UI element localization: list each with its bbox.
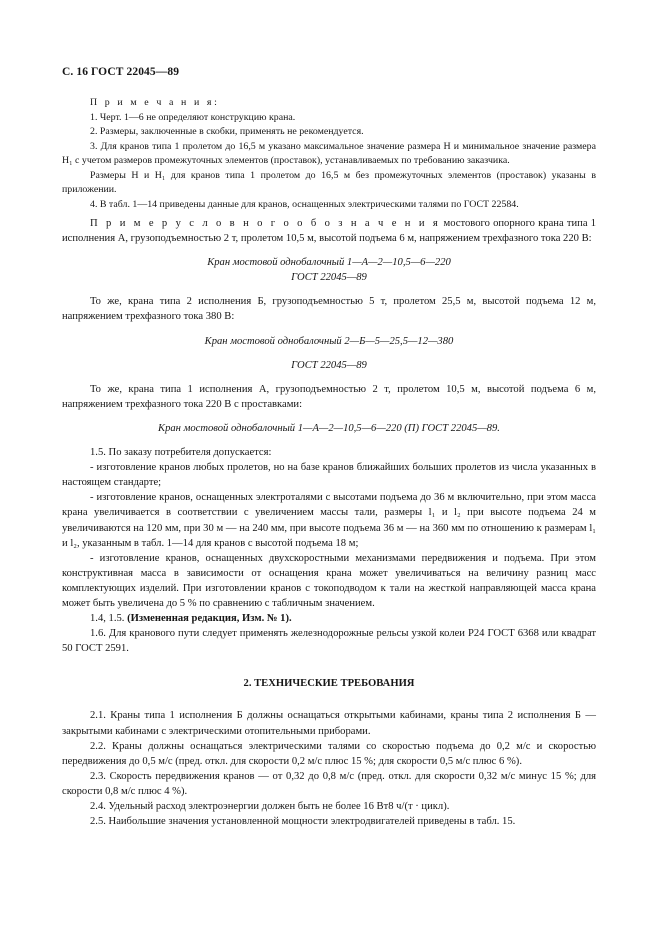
clause-2-3: 2.3. Скорость передвижения кранов — от 0,32 до 0,8 м/с (пред. откл. для скорости 0,32 м/с минус 15 %; для скорости 0,8 м/с плюс 4 %). [62,770,596,797]
note-4: 4. В табл. 1—14 приведены данные для кранов, оснащенных электрическими талями по ГОСТ 22584. [90,198,519,210]
clause-1-5-item-1: - изготовление кранов любых пролетов, но на базе кранов ближайших больших пролетов из числа указанных в настоящем стандарте; [62,462,596,489]
notes-title: П р и м е ч а н и я: [90,97,220,108]
amendment-bold: (Измененная редакция, Изм. № 1). [127,613,292,625]
page-header: С. 16 ГОСТ 22045—89 [62,66,180,78]
example-3-designation: Кран мостовой однобалочный 1—А—2—10,5—6—220 (П) ГОСТ 22045—89. [158,422,500,434]
amendment-prefix: 1.4, 1.5. [90,613,128,625]
example-2-paragraph: То же, крана типа 2 исполнения Б, грузоподъемностью 5 т, пролетом 25,5 м, высотой подъема 12 м, напряжением трехфазного тока 380 В: [62,296,596,323]
note-1: 1. Черт. 1—6 не определяют конструкцию крана. [90,111,296,123]
example-2-designation: Кран мостовой однобалочный 2—Б—5—25,5—12—380 [204,335,454,347]
clause-2-4: 2.4. Удельный расход электроэнергии должен быть не более 16 Вт8 ч/(т · цикл). [90,801,450,812]
clause-2-5: 2.5. Наибольшие значения установленной мощности электродвигателей приведены в табл. 15. [90,816,516,828]
note-2: 2. Размеры, заключенные в скобки, применять не рекомендуется. [90,126,364,137]
example-1-paragraph [62,216,596,246]
example-1-designation: Кран мостовой однобалочный 1—А—2—10,5—6—220 [207,257,451,269]
example-1-text: мостового опорного крана типа 1 исполнения А, грузоподъемностью 2 т, пролетом 10,5 м, высотой подъема 6 м, напряжением трехфазного тока 220 В: [62,218,596,245]
example-3-paragraph: То же, крана типа 1 исполнения А, грузоподъемностью 2 т, пролетом 10,5 м, высотой подъема 6 м, напряжением трехфазного тока 220 В с проставками: [62,383,596,410]
section-2-title: 2. ТЕХНИЧЕСКИЕ ТРЕБОВАНИЯ [243,678,415,690]
clause-2-1: 2.1. Краны типа 1 исполнения Б должны оснащаться открытыми кабинами, краны типа 2 исполнения Б — закрытыми кабинами с электрическими отопительными приборами. [62,710,596,737]
example-1-standard: ГОСТ 22045—89 [291,272,367,284]
example-1-lead: П р и м е р у с л о в н о г о о б о з н а ч е н и я [90,218,441,229]
example-2-standard: ГОСТ 22045—89 [291,359,367,371]
note-3: 3. Для кранов типа 1 пролетом до 16,5 м указано максимальное значение размера Н и минимальное значение размера Н₁ с учетом размеров промежуточных элементов (проставок), устанавливаемых по требованию заказчика. [62,140,596,166]
note-3-continued: Размеры Н и Н₁ для кранов типа 1 пролетом до 16,5 м без промежуточных элементов (проставок) указаны в приложении. [62,169,596,195]
page-body [62,96,596,829]
clause-1-5-title: 1.5. По заказу потребителя допускается: [90,447,272,459]
clause-1-6: 1.6. Для кранового пути следует применять железнодорожные рельсы узкой колеи Р24 ГОСТ 6368 или квадрат 50 ГОСТ 2591. [62,628,596,655]
amendment-note [62,611,596,626]
clause-1-5-item-2: - изготовление кранов, оснащенных электроталями с высотами подъема до 36 м включительно, при этом масса крана увеличивается в соответствии с увеличением массы тали, размеры l₁ и l₂ при высоте подъема 24 м увеличиваются на 120 мм, при 30 м — на 240 мм, при высоте подъема 36 м — на 360 мм по отношению к размерам l₁ и l₂, указанным в табл. 1—14 для кранов с высотой подъема 18 м; [62,492,596,549]
clause-1-5-item-3: - изготовление кранов, оснащенных двухскоростными механизмами передвижения и подъема. При этом конструктивная масса в зависимости от оснащения крана может увеличиваться на величину разниц масс комплектующих изделий. При изготовлении кранов с токоподводом к тали на жесткой направляющей масса крана может быть увеличена до 5 % по сравнению с табличным значением. [62,552,596,609]
clause-2-2: 2.2. Краны должны оснащаться электрическими талями со скоростью подъема до 0,2 м/с и скоростью передвижения до 0,5 м/с (пред. откл. для скорости 0,2 м/с плюс 15 %; для скорости 0,5 м/с плюс 6 %). [62,740,596,767]
